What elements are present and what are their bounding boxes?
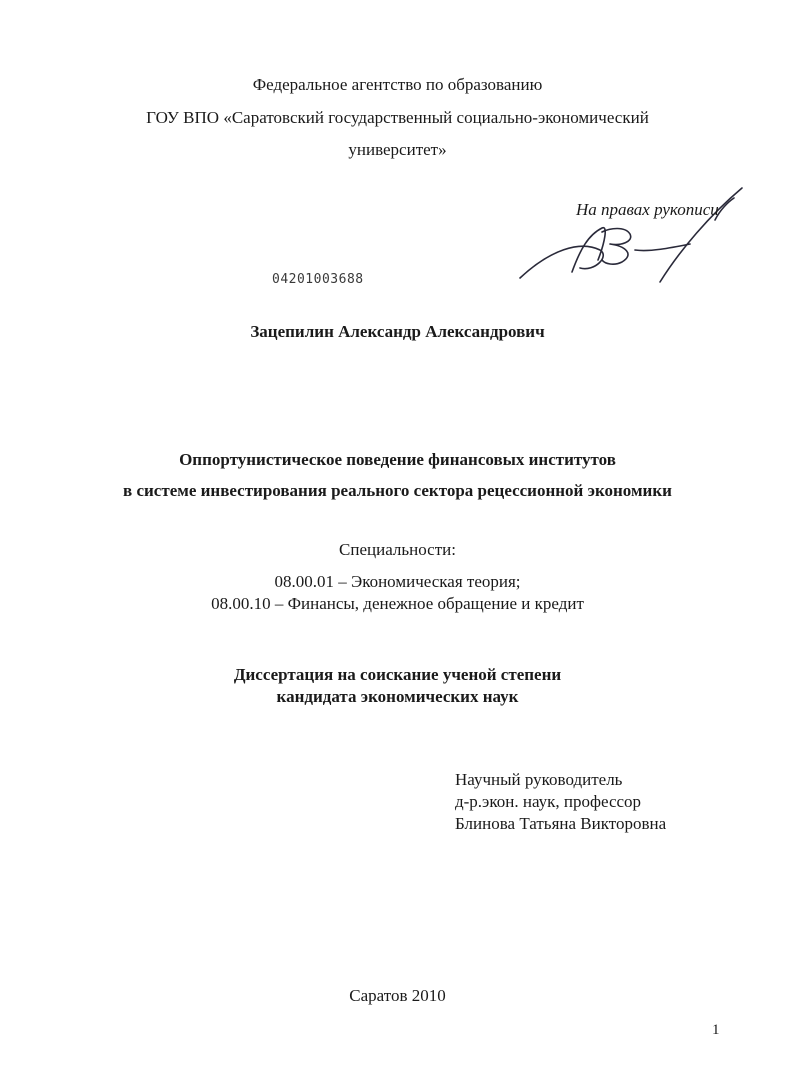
rights-label: На правах рукописи	[576, 200, 719, 219]
city-year: Саратов 2010	[349, 986, 446, 1005]
stamp-number: 04201003688	[272, 272, 364, 287]
specialty-item: 08.00.10 – Финансы, денежное обращение и кредит	[211, 594, 584, 613]
agency-line: Федеральное агентство по образованию	[252, 75, 543, 94]
degree-line-2: кандидата экономических наук	[276, 687, 519, 706]
supervisor-name: Блинова Татьяна Викторовна	[455, 814, 667, 833]
university-line-1: ГОУ ВПО «Саратовский государственный социально-экономический	[146, 108, 649, 127]
author-name: Зацепилин Александр Александрович	[250, 322, 545, 341]
thesis-title-line-2: в системе инвестирования реального сектора рецессионной экономики	[123, 481, 672, 500]
thesis-title-line-1: Оппортунистическое поведение финансовых институтов	[179, 450, 616, 469]
page-number: 1	[712, 1022, 720, 1038]
degree-line-1: Диссертация на соискание ученой степени	[233, 665, 562, 684]
signature-icon	[510, 180, 750, 295]
specialties-heading: Специальности:	[339, 540, 456, 559]
specialty-item: 08.00.01 – Экономическая теория;	[274, 572, 521, 591]
supervisor-degree: д-р.экон. наук, профессор	[455, 792, 642, 811]
university-line-2: университет»	[348, 140, 447, 159]
supervisor-role: Научный руководитель	[455, 770, 623, 789]
